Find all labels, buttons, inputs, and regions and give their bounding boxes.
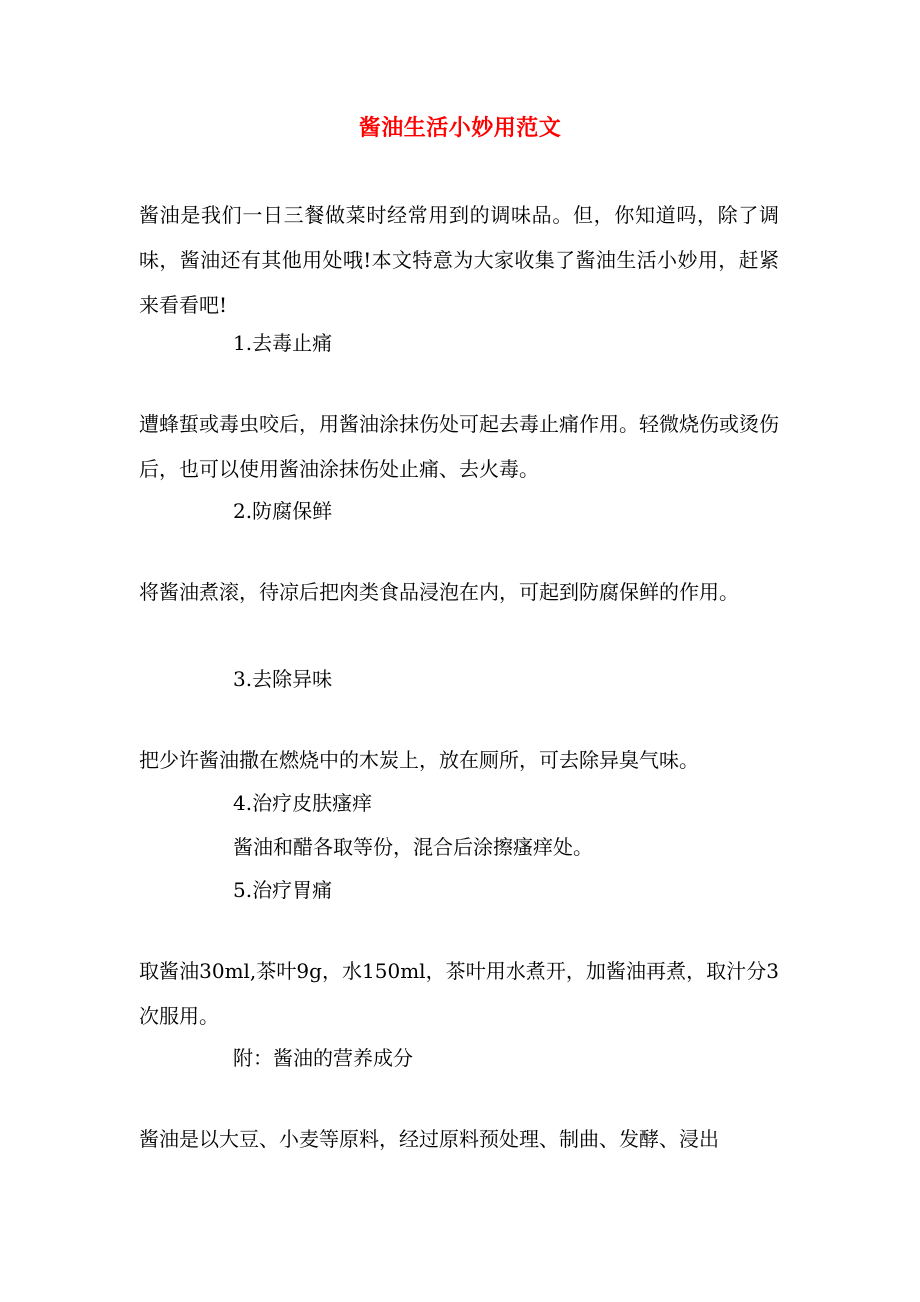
section-heading-2: 2.防腐保鲜: [233, 499, 333, 523]
section-body-3: 把少许酱油撒在燃烧中的木炭上，放在厕所，可去除异臭气味。: [139, 748, 699, 772]
section-body-1: 遭蜂蜇或毒虫咬后，用酱油涂抹伤处可起去毒止痛作用。轻微烧伤或烫伤后，也可以使用酱油涂抹伤处止痛、去火毒。: [139, 412, 779, 481]
section-body-4: 酱油和醋各取等份，混合后涂擦瘙痒处。: [233, 835, 593, 859]
intro-paragraph: 酱油是我们一日三餐做菜时经常用到的调味品。但，你知道吗，除了调味，酱油还有其他用处哦!本文特意为大家收集了酱油生活小妙用，赶紧来看看吧!: [139, 203, 779, 317]
section-heading-3: 3.去除异味: [233, 667, 333, 691]
section-heading-4: 4.治疗皮肤瘙痒: [233, 791, 373, 815]
appendix-heading: 附：酱油的营养成分: [233, 1046, 413, 1070]
section-body-2: 将酱油煮滚，待凉后把肉类食品浸泡在内，可起到防腐保鲜的作用。: [139, 580, 739, 604]
appendix-paragraph: 酱油是以大豆、小麦等原料，经过原料预处理、制曲、发酵、浸出: [139, 1127, 719, 1151]
section-heading-5: 5.治疗胃痛: [233, 878, 333, 902]
document-title: 酱油生活小妙用范文: [358, 115, 562, 141]
section-body-5: 取酱油30ml,茶叶9g，水150ml，茶叶用水煮开，加酱油再煮，取汁分3次服用。: [139, 959, 779, 1028]
section-heading-1: 1.去毒止痛: [233, 331, 333, 355]
